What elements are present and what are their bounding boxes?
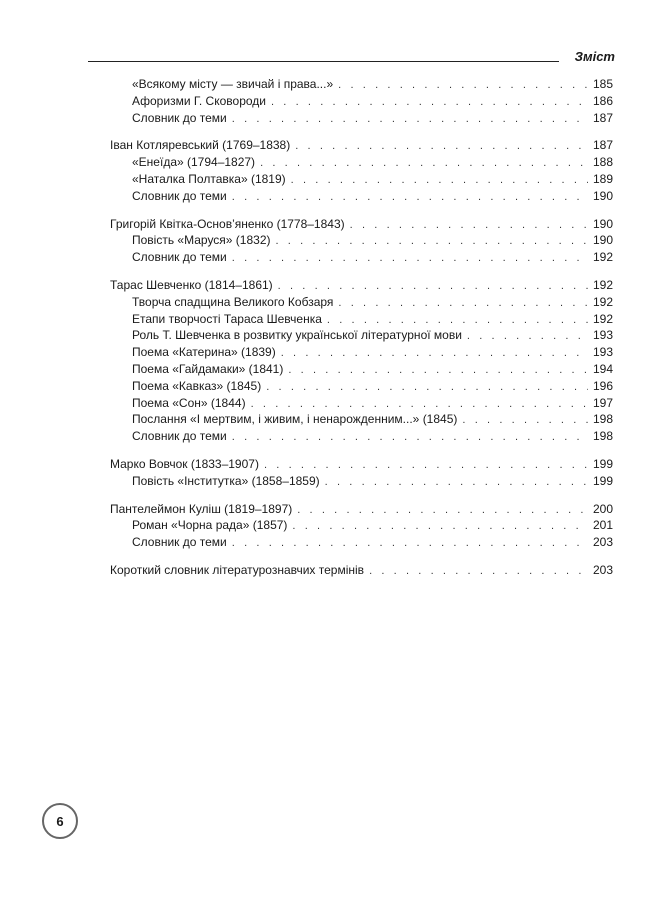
toc-entry[interactable]	[110, 216, 613, 233]
dot-leader	[325, 474, 588, 491]
dot-leader	[291, 172, 588, 189]
toc-entry-page: 190	[592, 216, 613, 231]
toc-entry[interactable]	[110, 456, 613, 473]
toc-subentry[interactable]	[110, 311, 613, 328]
dot-leader	[232, 189, 588, 206]
toc-entry-page: 196	[592, 378, 613, 393]
running-header	[88, 48, 615, 66]
dot-leader	[232, 535, 588, 552]
toc-entry-page: 192	[592, 311, 613, 326]
toc-entry-page: 193	[592, 345, 613, 360]
dot-leader	[271, 94, 588, 111]
toc-entry-title: Поема «Катерина» (1839)	[132, 345, 276, 360]
toc-section	[110, 501, 613, 551]
toc-subentry[interactable]	[110, 395, 613, 412]
toc-entry-title: Поема «Гайдамаки» (1841)	[132, 361, 284, 376]
toc-subentry[interactable]	[110, 249, 613, 266]
toc-subentry[interactable]	[110, 534, 613, 551]
dot-leader	[338, 77, 588, 94]
toc-entry-title: Короткий словник літературознавчих термінів	[110, 562, 365, 577]
toc-entry-title: «Всякому місту — звичай і права...»	[132, 77, 334, 91]
table-of-contents	[110, 76, 613, 590]
toc-entry-title: Творча спадщина Великого Кобзаря	[132, 294, 334, 309]
dot-leader	[462, 412, 588, 429]
toc-entry-page: 197	[592, 395, 613, 410]
dot-leader	[338, 295, 588, 312]
dot-leader	[281, 345, 588, 362]
header-rule	[88, 61, 559, 62]
toc-subentry[interactable]	[110, 428, 613, 445]
toc-subentry[interactable]	[110, 473, 613, 490]
dot-leader	[297, 502, 588, 519]
toc-entry-title: Роль Т. Шевченка в розвитку української літературної мови	[132, 328, 462, 343]
toc-entry-title: «Енеїда» (1794–1827)	[132, 155, 256, 170]
toc-subentry[interactable]	[110, 110, 613, 127]
dot-leader	[251, 396, 588, 413]
toc-section	[110, 216, 613, 266]
toc-subentry[interactable]	[110, 188, 613, 205]
toc-entry-title: Поема «Кавказ» (1845)	[132, 378, 262, 393]
toc-entry-page: 193	[592, 328, 613, 343]
toc-entry[interactable]	[110, 501, 613, 518]
toc-entry-title: Повість «Маруся» (1832)	[132, 233, 271, 248]
dot-leader	[350, 217, 588, 234]
dot-leader	[295, 138, 588, 155]
dot-leader	[369, 563, 588, 580]
toc-entry-page: 199	[592, 456, 613, 471]
toc-entry-page: 203	[592, 535, 613, 550]
toc-entry-title: Іван Котляревський (1769–1838)	[110, 138, 291, 153]
dot-leader	[327, 312, 588, 329]
toc-entry-title: Словник до теми	[132, 110, 227, 125]
toc-subentry[interactable]	[110, 361, 613, 378]
dot-leader	[266, 379, 588, 396]
toc-entry-title: Роман «Чорна рада» (1857)	[132, 518, 288, 533]
toc-entry-title: Марко Вовчок (1833–1907)	[110, 456, 259, 471]
dot-leader	[232, 250, 588, 267]
dot-leader	[232, 429, 588, 446]
dot-leader	[264, 457, 588, 474]
toc-entry-title: Пантелеймон Куліш (1819–1897)	[110, 501, 293, 516]
toc-subentry[interactable]	[110, 294, 613, 311]
toc-entry-title: Тарас Шевченко (1814–1861)	[110, 277, 273, 292]
toc-subentry[interactable]	[110, 93, 613, 110]
toc-entry-page: 187	[592, 138, 613, 153]
toc-entry-title: Етапи творчості Тараса Шевченка	[132, 311, 322, 326]
toc-subentry[interactable]	[110, 171, 613, 188]
toc-entry-title: Повість «Інститутка» (1858–1859)	[132, 473, 320, 488]
toc-entry-page: 192	[592, 294, 613, 309]
toc-entry-page: 192	[592, 250, 613, 265]
dot-leader	[260, 155, 588, 172]
toc-section	[110, 277, 613, 445]
toc-entry-title: Григорій Квітка-Основ’яненко (1778–1843)	[110, 216, 345, 231]
toc-entry-title: Афоризми Г. Сковороди	[132, 93, 266, 108]
toc-entry-page: 192	[592, 277, 613, 292]
dot-leader	[232, 111, 588, 128]
toc-entry-title: Словник до теми	[132, 250, 227, 265]
toc-entry-page: 198	[592, 429, 613, 444]
toc-entry-page: 189	[592, 171, 613, 186]
toc-entry-title: «Наталка Полтавка» (1819)	[132, 171, 286, 186]
page-number-badge	[42, 803, 78, 839]
toc-entry-page: 199	[592, 473, 613, 488]
toc-entry-page: 188	[592, 155, 613, 170]
toc-entry-page: 203	[592, 562, 613, 577]
toc-subentry[interactable]	[110, 517, 613, 534]
toc-entry[interactable]	[110, 277, 613, 294]
toc-entry-page: 190	[592, 188, 613, 203]
toc-entry[interactable]	[110, 562, 613, 579]
dot-leader	[278, 278, 588, 295]
toc-entry-title: Словник до теми	[132, 188, 227, 203]
toc-subentry[interactable]	[110, 344, 613, 361]
toc-subentry[interactable]	[110, 76, 613, 93]
dot-leader	[467, 328, 588, 345]
toc-entry-page: 190	[592, 233, 613, 248]
toc-subentry[interactable]	[110, 154, 613, 171]
toc-section	[110, 562, 613, 579]
toc-section	[110, 76, 613, 126]
toc-entry-page: 187	[592, 110, 613, 125]
toc-entry-page: 194	[592, 361, 613, 376]
dot-leader	[288, 362, 588, 379]
toc-entry-page: 201	[592, 518, 613, 533]
toc-section	[110, 137, 613, 204]
toc-entry-page: 200	[592, 501, 613, 516]
toc-entry-page: 186	[592, 93, 613, 108]
toc-entry-page: 198	[592, 412, 613, 427]
toc-section	[110, 456, 613, 490]
page-number: 6	[56, 813, 64, 829]
toc-entry-title: Словник до теми	[132, 535, 227, 550]
toc-subentry[interactable]	[110, 232, 613, 249]
toc-entry-page: 185	[592, 77, 613, 91]
toc-entry[interactable]	[110, 137, 613, 154]
toc-entry-title: Послання «І мертвим, і живим, і ненарожденним...» (1845)	[132, 412, 458, 427]
dot-leader	[276, 233, 588, 250]
dot-leader	[292, 518, 588, 535]
toc-subentry[interactable]	[110, 378, 613, 395]
header-title: Зміст	[574, 49, 615, 64]
toc-subentry[interactable]	[110, 411, 613, 428]
toc-entry-title: Словник до теми	[132, 429, 227, 444]
toc-subentry[interactable]	[110, 327, 613, 344]
toc-entry-title: Поема «Сон» (1844)	[132, 395, 246, 410]
